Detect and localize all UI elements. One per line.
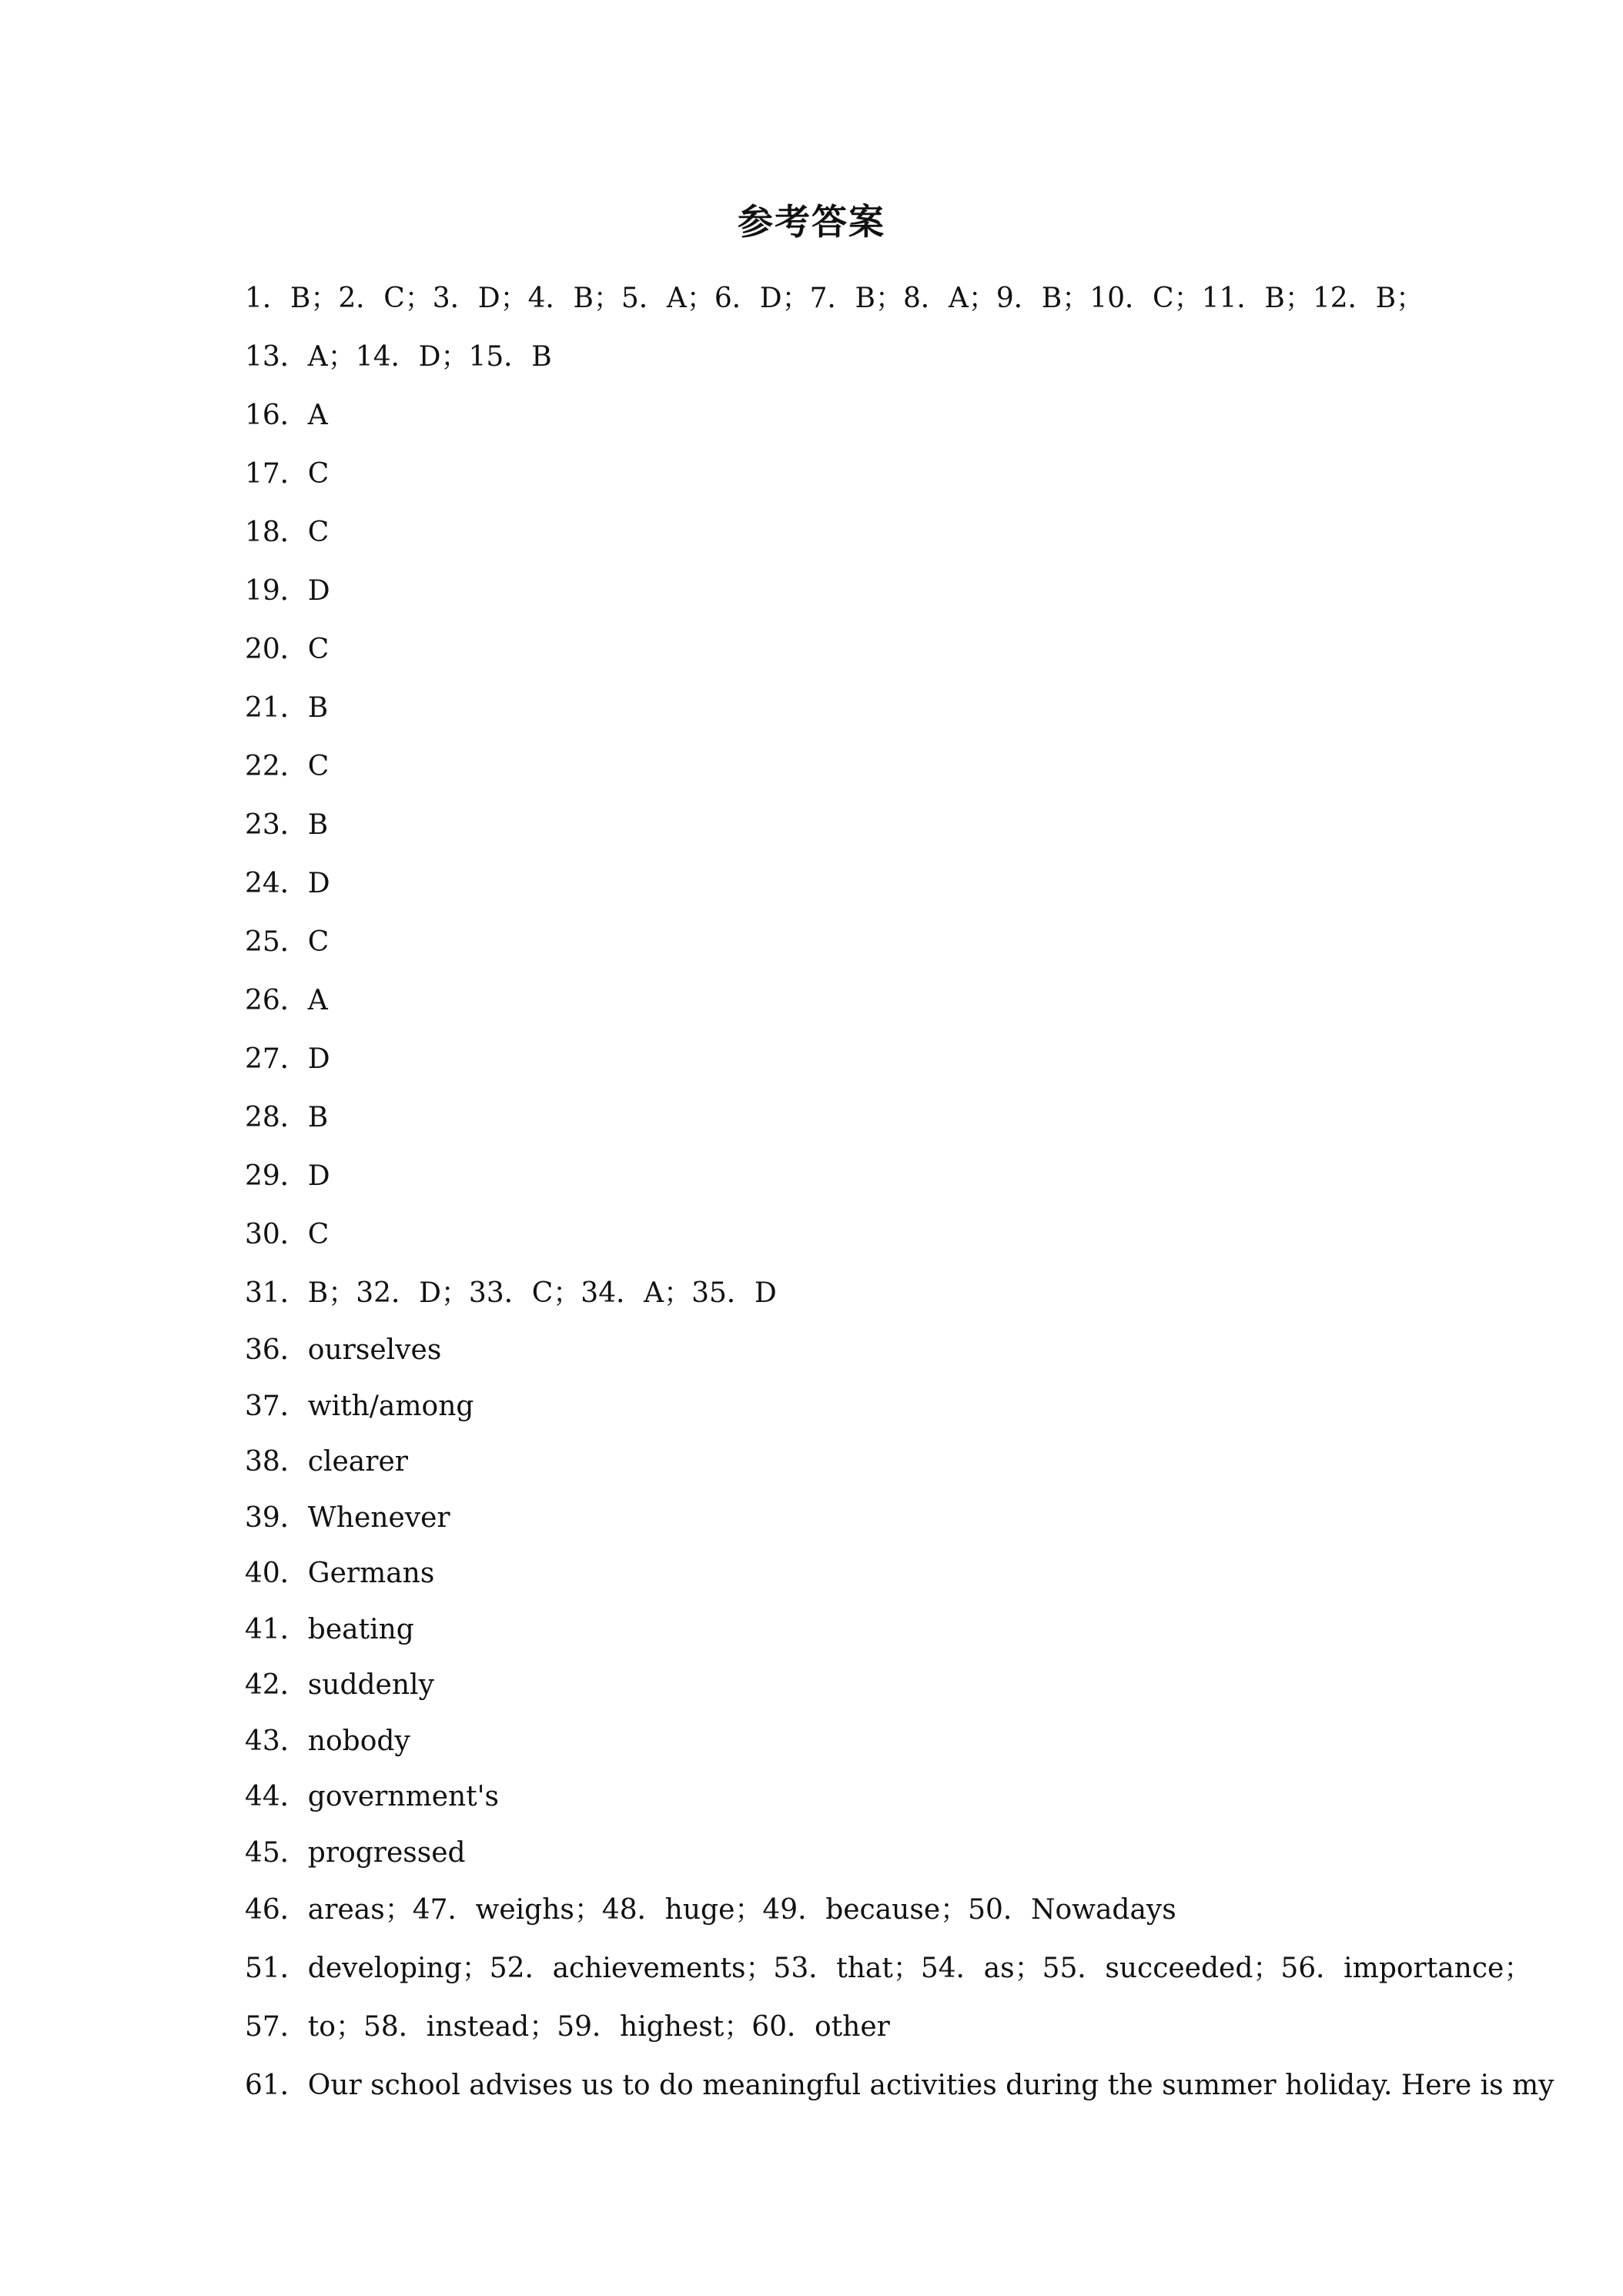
answer-line: 26．A: [245, 985, 328, 1016]
answer-line: 27．D: [245, 1043, 330, 1075]
answer-line: 25．C: [245, 926, 330, 958]
answer-line: 29．D: [245, 1160, 330, 1192]
answer-line: 1．B；2．C；3．D；4．B；5．A；6．D；7．B；8．A；9．B；10．C；11．B；12．B；: [245, 283, 1424, 314]
answer-line: 24．D: [245, 868, 330, 899]
answer-line: 19．D: [245, 575, 330, 607]
answer-list: [245, 269, 1554, 2115]
answer-line: 36．ourselves: [245, 1334, 442, 1366]
answer-line: 43．nobody: [245, 1725, 410, 1757]
answer-line: 30．C: [245, 1219, 330, 1250]
answer-line: 23．B: [245, 809, 329, 841]
page-title: 参考答案: [738, 201, 885, 243]
answer-line: 39．Whenever: [245, 1501, 450, 1534]
answer-line: 46．areas；47．weighs；48．huge；49．because；50．Nowadays: [245, 1894, 1176, 1926]
answer-line: 51．developing；52．achievements；53．that；54．as；55．succeeded；56．importance；: [245, 1953, 1532, 1984]
answer-line: 21．B: [245, 692, 329, 724]
answer-line: 37．with/among: [245, 1390, 474, 1422]
answer-line: 18．C: [245, 517, 330, 548]
answer-line: 13．A；14．D；15．B: [245, 341, 552, 373]
answer-line: 17．C: [245, 458, 330, 490]
answer-line: 61．Our school advises us to do meaningful activities during the summer holiday. Here is my: [245, 2070, 1554, 2101]
answer-line: 38．clearer: [245, 1446, 408, 1478]
answer-line: 20．C: [245, 634, 330, 665]
answer-line: 41．beating: [245, 1613, 414, 1645]
answer-line: 22．C: [245, 751, 330, 782]
answer-line: 40．Germans: [245, 1558, 435, 1589]
answer-line: 45．progressed: [245, 1836, 466, 1869]
answer-line: 57．to；58．instead；59．highest；60．other: [245, 2011, 890, 2043]
answer-line: 16．A: [245, 400, 328, 431]
answer-line: 42．suddenly: [245, 1669, 434, 1701]
answer-line: 28．B: [245, 1102, 329, 1133]
answer-line: 31．B；32．D；33．C；34．A；35．D: [245, 1277, 777, 1309]
answer-line: 44．government's: [245, 1781, 500, 1812]
